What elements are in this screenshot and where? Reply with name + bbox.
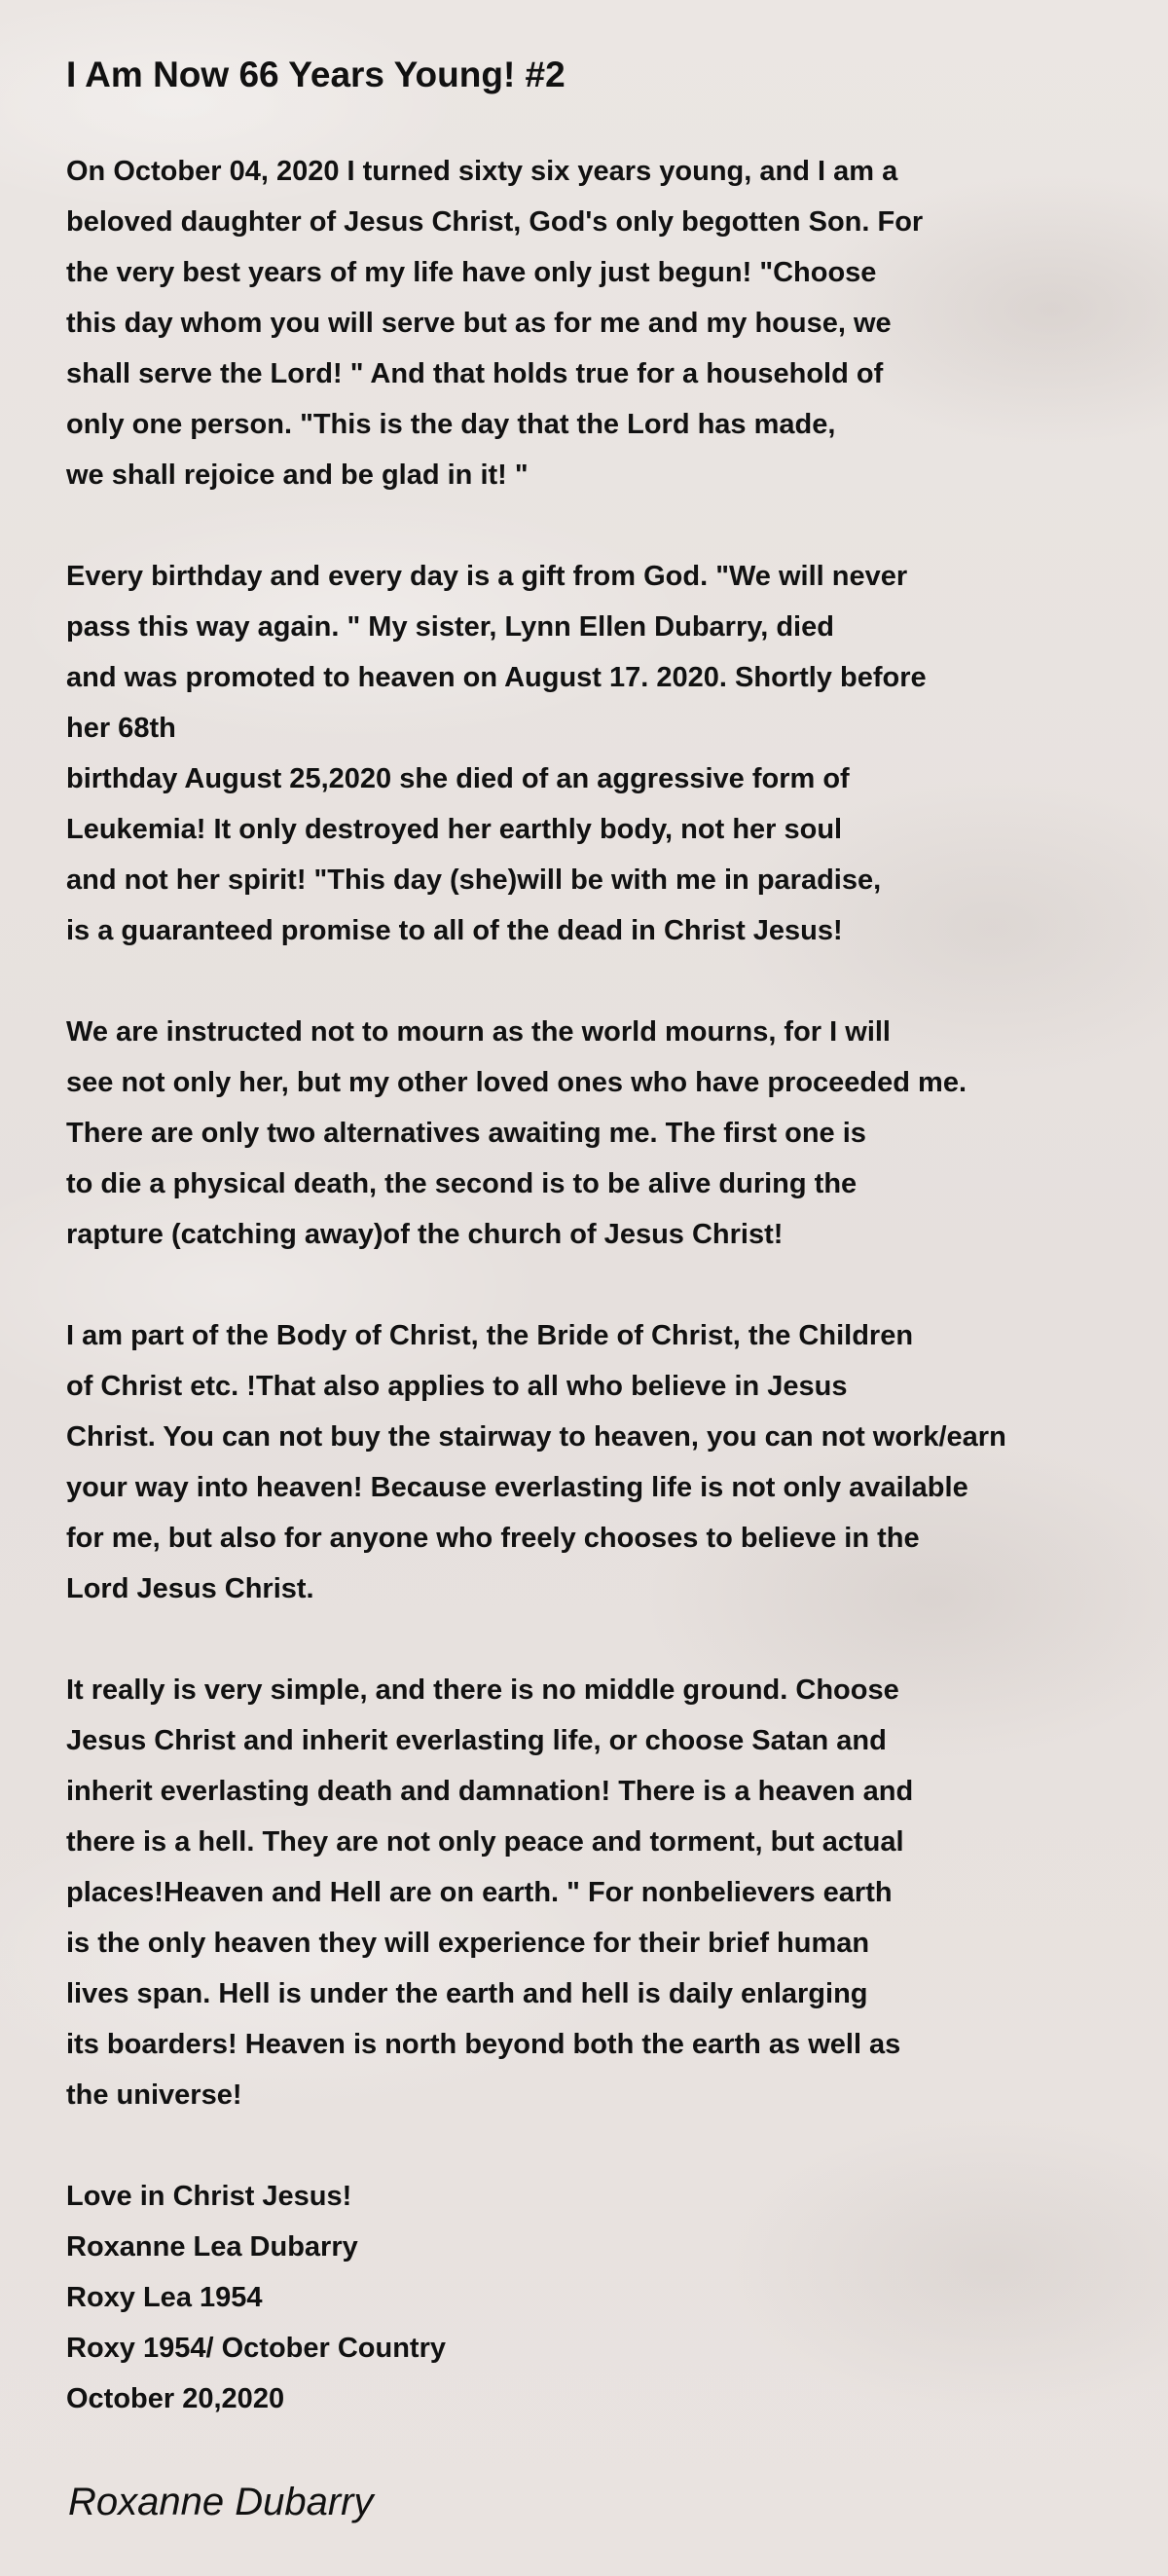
poem-line: your way into heaven! Because everlasting life is not only available: [66, 1472, 968, 1503]
poem-line: there is a hell. They are not only peace and torment, but actual: [66, 1826, 904, 1858]
poem-line: On October 04, 2020 I turned sixty six years young, and I am a: [66, 156, 898, 187]
stanza-1: [66, 146, 1147, 500]
poem-line: Roxy 1954/ October Country: [66, 2333, 446, 2364]
poem-line: rapture (catching away)of the church of Jesus Christ!: [66, 1219, 784, 1250]
poem-line: her 68th: [66, 713, 176, 744]
poem-line: for me, but also for anyone who freely chooses to believe in the: [66, 1523, 920, 1554]
poem-line: Christ. You can not buy the stairway to heaven, you can not work/earn: [66, 1421, 1006, 1453]
poem-line: and was promoted to heaven on August 17. 2020. Shortly before: [66, 662, 927, 693]
stanza-2: [66, 551, 1147, 956]
poem-line: this day whom you will serve but as for me and my house, we: [66, 308, 892, 339]
poem-line: Jesus Christ and inherit everlasting life, or choose Satan and: [66, 1725, 887, 1756]
poem-line: we shall rejoice and be glad in it! ": [66, 460, 529, 491]
poem-line: Lord Jesus Christ.: [66, 1573, 314, 1604]
poem-line: lives span. Hell is under the earth and hell is daily enlarging: [66, 1978, 868, 2009]
poem-line: Roxanne Lea Dubarry: [66, 2231, 358, 2263]
poem-line: beloved daughter of Jesus Christ, God's only begotten Son. For: [66, 206, 924, 238]
poem-line: Every birthday and every day is a gift from God. "We will never: [66, 561, 908, 592]
poem-line: October 20,2020: [66, 2383, 285, 2414]
poem-title: I Am Now 66 Years Young! #2: [66, 55, 566, 94]
poem-line: shall serve the Lord! " And that holds true for a household of: [66, 358, 884, 389]
stanza-6-signoff: [66, 2171, 1147, 2424]
stanza-4: [66, 1310, 1147, 1614]
poem-line: to die a physical death, the second is to be alive during the: [66, 1168, 858, 1199]
poem-line: is a guaranteed promise to all of the dead in Christ Jesus!: [66, 915, 843, 946]
poem-line: see not only her, but my other loved ones who have proceeded me.: [66, 1067, 967, 1098]
poem-line: We are instructed not to mourn as the world mourns, for I will: [66, 1016, 891, 1048]
poem-line: I am part of the Body of Christ, the Bride of Christ, the Children: [66, 1320, 914, 1351]
poem-author: Roxanne Dubarry: [68, 2481, 374, 2523]
poem-line: There are only two alternatives awaiting me. The first one is: [66, 1118, 866, 1149]
stanza-5: [66, 1665, 1147, 2120]
poem-line: places!Heaven and Hell are on earth. " For nonbelievers earth: [66, 1877, 893, 1908]
poem-line: It really is very simple, and there is no middle ground. Choose: [66, 1674, 899, 1706]
poem-line: Roxy Lea 1954: [66, 2282, 263, 2313]
poem-line: the very best years of my life have only just begun! "Choose: [66, 257, 877, 288]
stanza-3: [66, 1007, 1147, 1260]
poem-line: inherit everlasting death and damnation! There is a heaven and: [66, 1776, 914, 1807]
poem-line: of Christ etc. !That also applies to all who believe in Jesus: [66, 1371, 848, 1402]
poem-line: its boarders! Heaven is north beyond both the earth as well as: [66, 2029, 901, 2060]
poem-line: the universe!: [66, 2079, 242, 2111]
poem-line: Leukemia! It only destroyed her earthly body, not her soul: [66, 814, 843, 845]
poem-line: and not her spirit! "This day (she)will be with me in paradise,: [66, 865, 882, 896]
poem-line: only one person. "This is the day that the Lord has made,: [66, 409, 836, 440]
poem-line: birthday August 25,2020 she died of an aggressive form of: [66, 763, 850, 794]
poem-line: is the only heaven they will experience for their brief human: [66, 1928, 870, 1959]
poem-line: Love in Christ Jesus!: [66, 2181, 352, 2212]
poem-body: [66, 146, 1147, 2475]
poem-line: pass this way again. " My sister, Lynn Ellen Dubarry, died: [66, 611, 834, 643]
